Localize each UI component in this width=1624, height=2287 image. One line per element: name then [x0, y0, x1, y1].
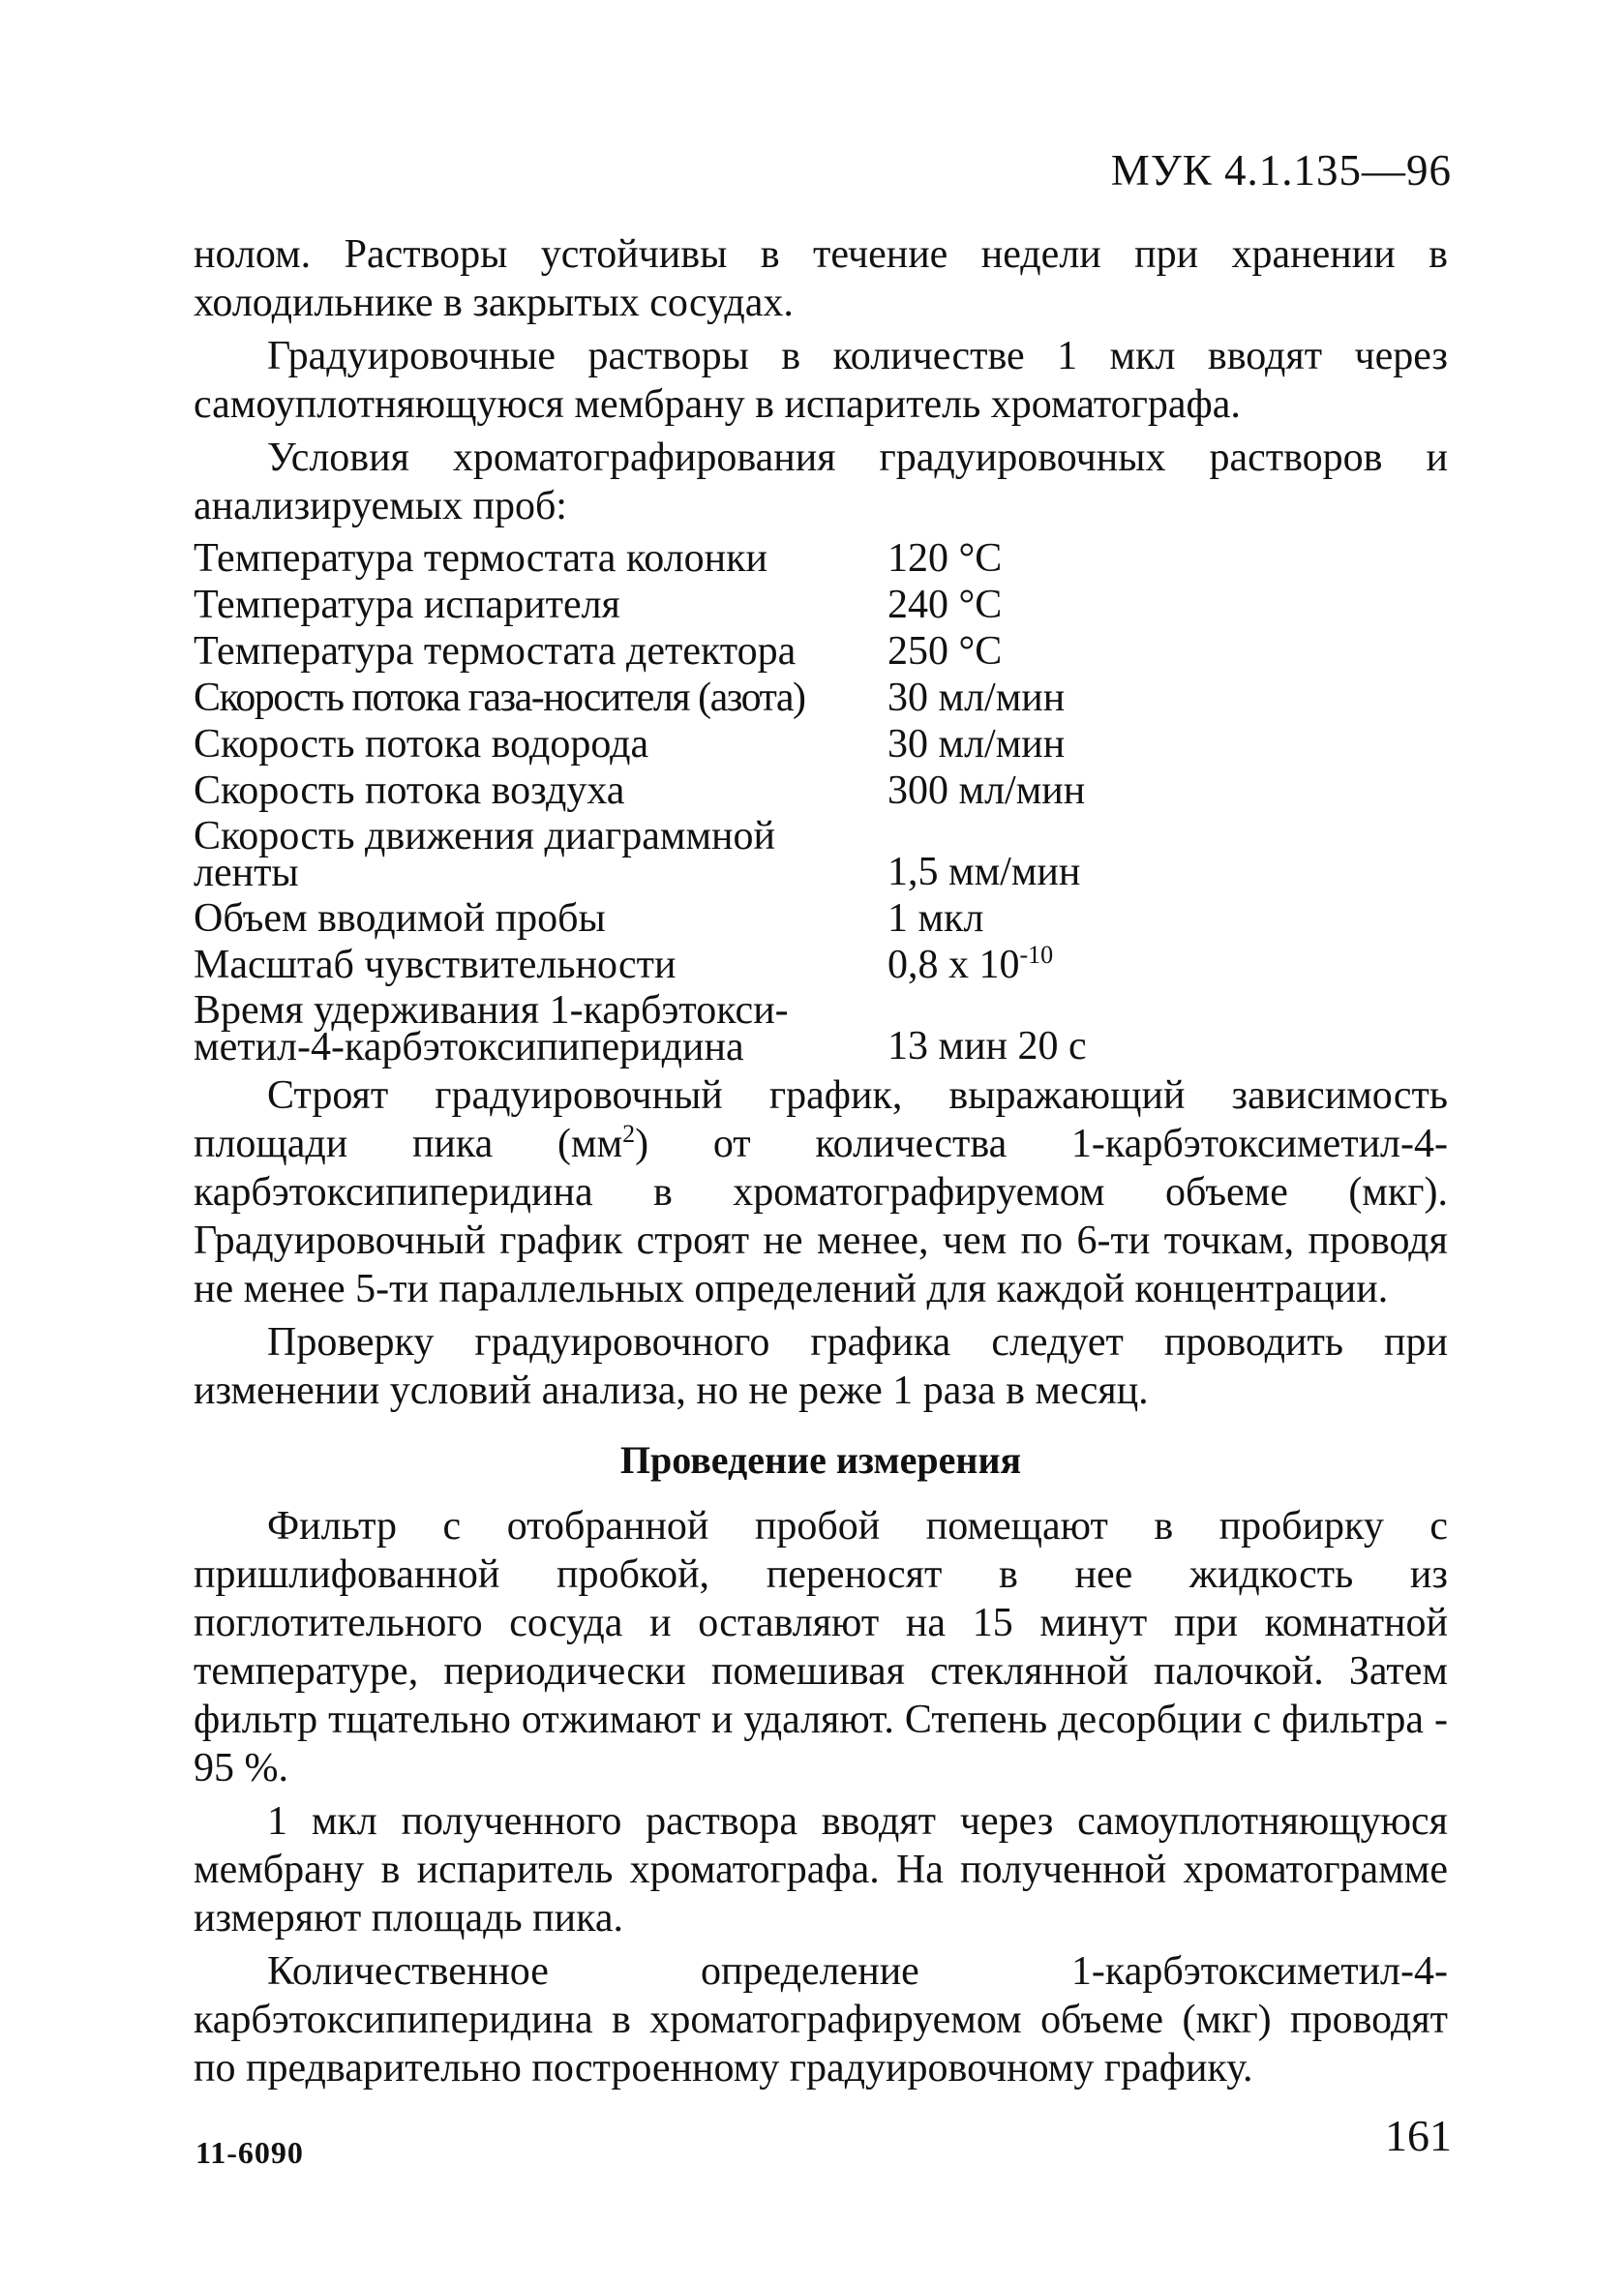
- table-row: [194, 675, 1448, 721]
- superscript: 2: [622, 1120, 636, 1148]
- condition-name: Скорость потока газа-носителя (азота): [194, 676, 805, 720]
- condition-value: 240 °С: [887, 583, 1003, 627]
- table-row: [194, 535, 1448, 582]
- chromatography-conditions-table: [194, 535, 1448, 1069]
- condition-name: [194, 814, 887, 895]
- paragraph-conditions-intro: Условия хроматографирования градуировочных растворов и анализируемых проб:: [194, 436, 1448, 528]
- page-number: 161: [1385, 2111, 1452, 2160]
- condition-value: 300 мл/мин: [887, 768, 1086, 813]
- condition-name: [194, 988, 887, 1069]
- paragraph-text: Строят градуировочный график, выражающий зависимость площади пика (мм: [194, 1073, 1448, 1166]
- condition-value: 250 °С: [887, 629, 1003, 674]
- table-row: [194, 988, 1448, 1069]
- condition-name: Масштаб чувствительности: [194, 943, 677, 987]
- table-row: [194, 814, 1448, 895]
- condition-name: Температура испарителя: [194, 583, 620, 627]
- table-row: [194, 895, 1448, 942]
- condition-name-line: Скорость движения диаграммной: [194, 814, 776, 858]
- condition-value: 1,5 мм/мин: [887, 850, 1081, 894]
- condition-value: 30 мл/мин: [887, 722, 1066, 767]
- condition-name: Объем вводимой пробы: [194, 896, 606, 941]
- page-content: [194, 230, 1448, 2097]
- table-row: [194, 942, 1448, 988]
- paragraph-filter-desorption: Фильтр с отобранной пробой помещают в пробирку с пришлифованной пробкой, переносят в нее жидкость из поглотительного сосуда и оставляют на 15 минут при комнатной температуре, периодически помешивая стеклянной палочкой. Затем фильтр тщательно отжимают и удаляют. Степень десорбции с фильтра - 95 %.: [194, 1504, 1448, 1790]
- condition-value: 1 мкл: [887, 896, 984, 941]
- condition-value-base: 0,8 х 10: [887, 943, 1020, 987]
- paragraph-solution-stability: нолом. Растворы устойчивы в течение недели при хранении в холодильнике в закрытых сосудах.: [194, 232, 1448, 325]
- condition-value-exponent: -10: [1019, 941, 1054, 969]
- table-row: [194, 721, 1448, 767]
- condition-value: [887, 942, 1448, 988]
- table-row: [194, 767, 1448, 814]
- condition-name: Температура термостата колонки: [194, 536, 767, 581]
- condition-name: Температура термостата детектора: [194, 629, 797, 674]
- paragraph-calibration-graph: [194, 1071, 1448, 1313]
- paragraph-text: ) от количества 1-карбэтоксиметил-4-карбэтоксипиперидина в хроматографируемом объеме (мкг). Градуировочный график строят не менее, чем по 6-ти точкам, проводя не менее 5-ти параллельных определений для каждой концентрации.: [194, 1122, 1448, 1311]
- paragraph-sample-injection: 1 мкл полученного раствора вводят через самоуплотняющуюся мембрану в испаритель хроматографа. На полученной хроматограмме измеряют площадь пика.: [194, 1799, 1448, 1941]
- print-order-code: 11-6090: [195, 2135, 304, 2170]
- table-row: [194, 628, 1448, 675]
- condition-value: 30 мл/мин: [887, 676, 1066, 720]
- document-code-header: МУК 4.1.135—96: [1110, 146, 1452, 195]
- table-row: [194, 582, 1448, 628]
- condition-value: 120 °С: [887, 536, 1003, 581]
- paragraph-calibration-injection: Градуировочные растворы в количестве 1 мкл вводят через самоуплотняющуюся мембрану в испаритель хроматографа.: [194, 334, 1448, 427]
- paragraph-quantification: Количественное определение 1-карбэтоксиметил-4-карбэтоксипиперидина в хроматографируемом объеме (мкг) проводят по предварительно построенному градуировочному графику.: [194, 1949, 1448, 2091]
- paragraph-graph-check: Проверку градуировочного графика следует проводить при изменении условий анализа, но не реже 1 раза в месяц.: [194, 1320, 1448, 1413]
- condition-name-line: метил-4-карбэтоксипиперидина: [194, 1025, 744, 1069]
- condition-value: 13 мин 20 с: [887, 1024, 1087, 1068]
- condition-name-line: ленты: [194, 851, 299, 895]
- condition-name: Скорость потока воздуха: [194, 768, 625, 813]
- section-title: Проведение измерения: [619, 1438, 1022, 1482]
- condition-name-line: Время удерживания 1-карбэтокси-: [194, 988, 789, 1033]
- condition-name: Скорость потока водорода: [194, 722, 649, 767]
